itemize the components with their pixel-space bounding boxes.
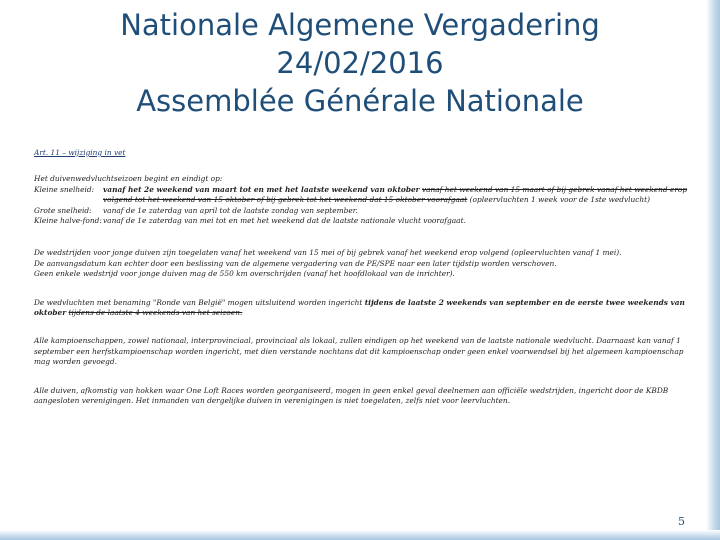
season-text: vanaf de 1e zaterdag van mei tot en met het weekend dat de laatste nationale vlucht voorafgaat. [103, 216, 466, 226]
season-label: Grote snelheid: [34, 205, 92, 215]
young-line: Geen enkele wedstrijd voor jonge duiven mag de 550 km overschrijden (vanaf het hoofdlokaal van de inrichter). [34, 269, 455, 279]
oneloft-paragraph: Alle duiven, afkomstig van hokken waar One Loft Races worden georganiseerd, mogen in geen enkel geval deelnemen aan officiële wedstrijden, ingericht door de KBDB aangesloten verenigingen. Het inmanden van dergelijke duiven in verenigingen is niet toegelaten, zelfs niet voor leervluchten. [34, 385, 669, 406]
title-line-french: Assemblée Générale Nationale [136, 84, 584, 118]
season-row-grote [34, 206, 689, 216]
slide-frame-bottom [0, 530, 720, 540]
season-row-halve [34, 216, 689, 226]
new-text: tijdens de laatste 2 weekends van september en de eerste twee weekends van oktober [34, 297, 685, 318]
article-heading: Art. 11 – wijziging in vet [34, 148, 126, 157]
young-line: De wedstrijden voor jonge duiven zijn toegelaten vanaf het weekend van 15 mei of bij gebrek vanaf het weekend erop volgend (opleervluchten vanaf 1 mei). [34, 248, 622, 258]
removed-text: tijdens de laatste 4 weekends van het seizoen. [68, 308, 243, 318]
title-line-dutch: Nationale Algemene Vergadering [120, 8, 600, 42]
season-label: Kleine halve-fond: [34, 216, 102, 226]
season-intro: Het duivenwedvluchtseizoen begint en eindigt op: [34, 174, 223, 184]
season-text [103, 185, 689, 206]
removed-text: vanaf het weekend van 15 maart of bij gebrek vanaf het weekend erop volgend tot het weekend van 15 oktober of bij gebrek tot het weekend dat 15 oktober voorafgaat [103, 184, 688, 205]
young-line: De aanvangsdatum kan echter door een beslissing van de algemene vergadering van de PE/SPE naar een later tijdstip worden verschoven. [34, 258, 557, 268]
page-number: 5 [678, 515, 685, 528]
slide-title [40, 6, 680, 120]
new-text: vanaf het 2e weekend van maart tot en met het laatste weekend van oktober [103, 184, 420, 194]
season-note: (opleervluchten 1 week voor de 1ste wedvlucht) [469, 195, 651, 205]
championships-paragraph: Alle kampioenschappen, zowel nationaal, interprovinciaal, provinciaal als lokaal, zullen eindigen op het weekend van de laatste nationale wedvlucht. Daarnaast kan vanaf 1 september een herfstkampioenschap worden ingericht, met dien verstande nochtans dat dit kampioenschap onder geen enkel voorwendsel bij het algemeen kampioenschap mag worden gevoegd. [34, 336, 684, 367]
title-line-date: 24/02/2016 [276, 46, 444, 80]
slide-content [34, 148, 689, 407]
season-text: vanaf de 1e zaterdag van april tot de laatste zondag van september. [103, 205, 358, 215]
belgie-paragraph [34, 298, 689, 319]
season-label: Kleine snelheid: [34, 184, 95, 194]
belgie-text: De wedvluchten met benaming "Ronde van België" mogen uitsluitend worden ingericht [34, 297, 363, 307]
slide-frame-right [706, 0, 720, 540]
season-row-kleine [34, 185, 689, 206]
